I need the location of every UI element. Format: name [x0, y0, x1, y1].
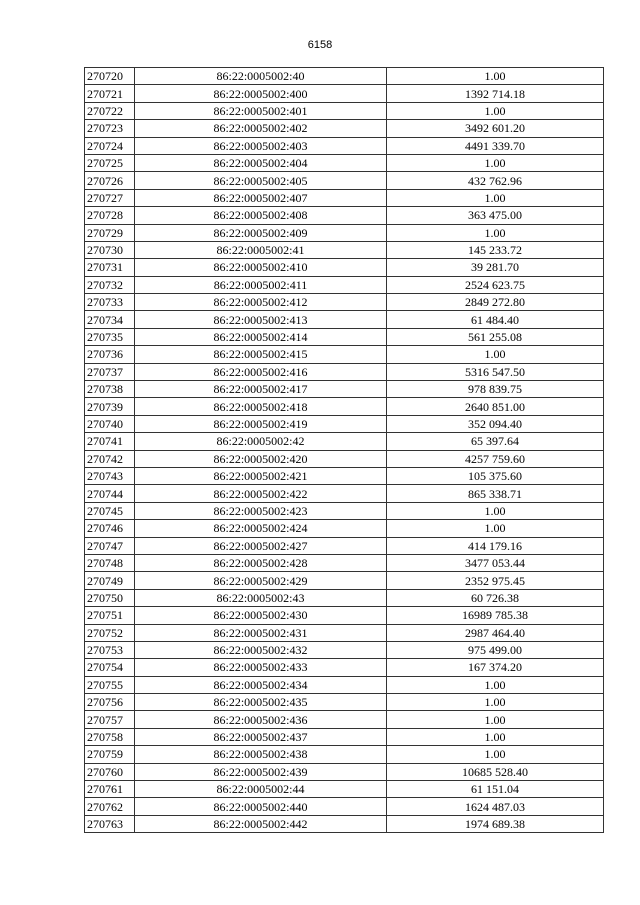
- row-number-cell: 270749: [85, 572, 135, 589]
- cadastral-value-cell: 1.00: [387, 711, 604, 728]
- cadastral-number-cell: 86:22:0005002:442: [135, 815, 387, 832]
- table-row: [85, 485, 604, 502]
- cadastral-value-cell: 16989 785.38: [387, 607, 604, 624]
- cadastral-number-cell: 86:22:0005002:423: [135, 502, 387, 519]
- cadastral-number-cell: 86:22:0005002:437: [135, 728, 387, 745]
- table-body: [85, 68, 604, 833]
- cadastral-value-cell: 978 839.75: [387, 381, 604, 398]
- row-number-cell: 270763: [85, 815, 135, 832]
- cadastral-number-cell: 86:22:0005002:41: [135, 241, 387, 258]
- cadastral-value-cell: 1.00: [387, 189, 604, 206]
- table-row: [85, 781, 604, 798]
- table-row: [85, 381, 604, 398]
- cadastral-number-cell: 86:22:0005002:428: [135, 554, 387, 571]
- table-row: [85, 798, 604, 815]
- row-number-cell: 270730: [85, 241, 135, 258]
- row-number-cell: 270725: [85, 154, 135, 171]
- cadastral-value-cell: 60 726.38: [387, 589, 604, 606]
- row-number-cell: 270758: [85, 728, 135, 745]
- cadastral-number-cell: 86:22:0005002:44: [135, 781, 387, 798]
- row-number-cell: 270722: [85, 102, 135, 119]
- table-row: [85, 259, 604, 276]
- cadastral-value-cell: 3477 053.44: [387, 554, 604, 571]
- table-row: [85, 537, 604, 554]
- cadastral-number-cell: 86:22:0005002:436: [135, 711, 387, 728]
- cadastral-value-cell: 4491 339.70: [387, 137, 604, 154]
- cadastral-number-cell: 86:22:0005002:42: [135, 433, 387, 450]
- cadastral-value-cell: 167 374.20: [387, 659, 604, 676]
- row-number-cell: 270747: [85, 537, 135, 554]
- cadastral-number-cell: 86:22:0005002:433: [135, 659, 387, 676]
- row-number-cell: 270738: [85, 381, 135, 398]
- cadastral-value-cell: 363 475.00: [387, 207, 604, 224]
- row-number-cell: 270721: [85, 85, 135, 102]
- cadastral-value-cell: 61 484.40: [387, 311, 604, 328]
- row-number-cell: 270751: [85, 607, 135, 624]
- cadastral-number-cell: 86:22:0005002:411: [135, 276, 387, 293]
- table-row: [85, 363, 604, 380]
- row-number-cell: 270742: [85, 450, 135, 467]
- table-row: [85, 189, 604, 206]
- table-row: [85, 85, 604, 102]
- table-row: [85, 520, 604, 537]
- cadastral-number-cell: 86:22:0005002:439: [135, 763, 387, 780]
- cadastral-value-cell: 105 375.60: [387, 467, 604, 484]
- row-number-cell: 270750: [85, 589, 135, 606]
- row-number-cell: 270737: [85, 363, 135, 380]
- table-row: [85, 502, 604, 519]
- cadastral-number-cell: 86:22:0005002:422: [135, 485, 387, 502]
- table-row: [85, 207, 604, 224]
- cadastral-number-cell: 86:22:0005002:405: [135, 172, 387, 189]
- table-row: [85, 624, 604, 641]
- cadastral-value-cell: 1.00: [387, 676, 604, 693]
- cadastral-value-cell: 1.00: [387, 346, 604, 363]
- row-number-cell: 270745: [85, 502, 135, 519]
- cadastral-value-cell: 2987 464.40: [387, 624, 604, 641]
- cadastral-number-cell: 86:22:0005002:435: [135, 694, 387, 711]
- cadastral-number-cell: 86:22:0005002:417: [135, 381, 387, 398]
- cadastral-number-cell: 86:22:0005002:414: [135, 328, 387, 345]
- cadastral-number-cell: 86:22:0005002:429: [135, 572, 387, 589]
- cadastral-number-cell: 86:22:0005002:403: [135, 137, 387, 154]
- cadastral-value-cell: 1974 689.38: [387, 815, 604, 832]
- table-row: [85, 815, 604, 832]
- row-number-cell: 270755: [85, 676, 135, 693]
- row-number-cell: 270723: [85, 120, 135, 137]
- table-row: [85, 676, 604, 693]
- cadastral-value-cell: 39 281.70: [387, 259, 604, 276]
- cadastral-value-cell: 1.00: [387, 520, 604, 537]
- cadastral-value-cell: 65 397.64: [387, 433, 604, 450]
- row-number-cell: 270726: [85, 172, 135, 189]
- cadastral-value-cell: 1624 487.03: [387, 798, 604, 815]
- row-number-cell: 270728: [85, 207, 135, 224]
- row-number-cell: 270748: [85, 554, 135, 571]
- cadastral-value-cell: 1392 714.18: [387, 85, 604, 102]
- cadastral-value-cell: 61 151.04: [387, 781, 604, 798]
- cadastral-number-cell: 86:22:0005002:420: [135, 450, 387, 467]
- table-row: [85, 68, 604, 85]
- cadastral-number-cell: 86:22:0005002:413: [135, 311, 387, 328]
- table-row: [85, 554, 604, 571]
- cadastral-number-cell: 86:22:0005002:40: [135, 68, 387, 85]
- table-row: [85, 746, 604, 763]
- row-number-cell: 270743: [85, 467, 135, 484]
- row-number-cell: 270754: [85, 659, 135, 676]
- table-row: [85, 276, 604, 293]
- row-number-cell: 270720: [85, 68, 135, 85]
- table-row: [85, 467, 604, 484]
- cadastral-value-cell: 865 338.71: [387, 485, 604, 502]
- table-row: [85, 154, 604, 171]
- row-number-cell: 270752: [85, 624, 135, 641]
- table-row: [85, 311, 604, 328]
- cadastral-value-cell: 1.00: [387, 224, 604, 241]
- row-number-cell: 270756: [85, 694, 135, 711]
- row-number-cell: 270740: [85, 415, 135, 432]
- table-row: [85, 398, 604, 415]
- row-number-cell: 270757: [85, 711, 135, 728]
- cadastral-value-cell: 414 179.16: [387, 537, 604, 554]
- cadastral-number-cell: 86:22:0005002:410: [135, 259, 387, 276]
- cadastral-number-cell: 86:22:0005002:419: [135, 415, 387, 432]
- cadastral-number-cell: 86:22:0005002:427: [135, 537, 387, 554]
- cadastral-number-cell: 86:22:0005002:43: [135, 589, 387, 606]
- row-number-cell: 270761: [85, 781, 135, 798]
- cadastral-number-cell: 86:22:0005002:440: [135, 798, 387, 815]
- cadastral-number-cell: 86:22:0005002:421: [135, 467, 387, 484]
- table-row: [85, 241, 604, 258]
- cadastral-number-cell: 86:22:0005002:424: [135, 520, 387, 537]
- row-number-cell: 270724: [85, 137, 135, 154]
- table-row: [85, 728, 604, 745]
- table-row: [85, 102, 604, 119]
- cadastral-value-cell: 1.00: [387, 694, 604, 711]
- cadastral-number-cell: 86:22:0005002:438: [135, 746, 387, 763]
- cadastral-value-cell: 975 499.00: [387, 641, 604, 658]
- row-number-cell: 270732: [85, 276, 135, 293]
- cadastral-value-table: [84, 67, 604, 833]
- table-row: [85, 659, 604, 676]
- cadastral-number-cell: 86:22:0005002:434: [135, 676, 387, 693]
- cadastral-number-cell: 86:22:0005002:432: [135, 641, 387, 658]
- page-number: 6158: [307, 39, 333, 51]
- cadastral-value-cell: 1.00: [387, 746, 604, 763]
- table-row: [85, 294, 604, 311]
- cadastral-value-cell: 1.00: [387, 102, 604, 119]
- cadastral-number-cell: 86:22:0005002:431: [135, 624, 387, 641]
- cadastral-value-cell: 3492 601.20: [387, 120, 604, 137]
- table-row: [85, 172, 604, 189]
- table-row: [85, 641, 604, 658]
- cadastral-value-cell: 561 255.08: [387, 328, 604, 345]
- cadastral-value-cell: 2849 272.80: [387, 294, 604, 311]
- cadastral-value-cell: 1.00: [387, 728, 604, 745]
- row-number-cell: 270727: [85, 189, 135, 206]
- cadastral-number-cell: 86:22:0005002:404: [135, 154, 387, 171]
- table-row: [85, 433, 604, 450]
- row-number-cell: 270739: [85, 398, 135, 415]
- row-number-cell: 270762: [85, 798, 135, 815]
- row-number-cell: 270759: [85, 746, 135, 763]
- table-row: [85, 607, 604, 624]
- row-number-cell: 270760: [85, 763, 135, 780]
- cadastral-number-cell: 86:22:0005002:409: [135, 224, 387, 241]
- cadastral-number-cell: 86:22:0005002:412: [135, 294, 387, 311]
- table-row: [85, 224, 604, 241]
- row-number-cell: 270733: [85, 294, 135, 311]
- cadastral-value-cell: 1.00: [387, 154, 604, 171]
- table-row: [85, 694, 604, 711]
- row-number-cell: 270736: [85, 346, 135, 363]
- cadastral-value-cell: 4257 759.60: [387, 450, 604, 467]
- table-row: [85, 711, 604, 728]
- table-row: [85, 572, 604, 589]
- cadastral-value-cell: 145 233.72: [387, 241, 604, 258]
- row-number-cell: 270731: [85, 259, 135, 276]
- row-number-cell: 270746: [85, 520, 135, 537]
- cadastral-value-cell: 5316 547.50: [387, 363, 604, 380]
- cadastral-value-cell: 2352 975.45: [387, 572, 604, 589]
- table-row: [85, 120, 604, 137]
- row-number-cell: 270735: [85, 328, 135, 345]
- cadastral-number-cell: 86:22:0005002:400: [135, 85, 387, 102]
- cadastral-value-cell: 432 762.96: [387, 172, 604, 189]
- cadastral-number-cell: 86:22:0005002:416: [135, 363, 387, 380]
- cadastral-value-cell: 10685 528.40: [387, 763, 604, 780]
- table-row: [85, 763, 604, 780]
- cadastral-number-cell: 86:22:0005002:401: [135, 102, 387, 119]
- cadastral-value-cell: 2524 623.75: [387, 276, 604, 293]
- cadastral-value-cell: 1.00: [387, 68, 604, 85]
- cadastral-value-cell: 2640 851.00: [387, 398, 604, 415]
- row-number-cell: 270741: [85, 433, 135, 450]
- cadastral-value-cell: 352 094.40: [387, 415, 604, 432]
- table-row: [85, 589, 604, 606]
- table-row: [85, 450, 604, 467]
- cadastral-number-cell: 86:22:0005002:408: [135, 207, 387, 224]
- table-row: [85, 137, 604, 154]
- cadastral-number-cell: 86:22:0005002:430: [135, 607, 387, 624]
- table-row: [85, 328, 604, 345]
- cadastral-number-cell: 86:22:0005002:418: [135, 398, 387, 415]
- table-row: [85, 415, 604, 432]
- row-number-cell: 270753: [85, 641, 135, 658]
- table-row: [85, 346, 604, 363]
- cadastral-number-cell: 86:22:0005002:415: [135, 346, 387, 363]
- row-number-cell: 270729: [85, 224, 135, 241]
- cadastral-number-cell: 86:22:0005002:407: [135, 189, 387, 206]
- cadastral-value-cell: 1.00: [387, 502, 604, 519]
- cadastral-number-cell: 86:22:0005002:402: [135, 120, 387, 137]
- row-number-cell: 270744: [85, 485, 135, 502]
- row-number-cell: 270734: [85, 311, 135, 328]
